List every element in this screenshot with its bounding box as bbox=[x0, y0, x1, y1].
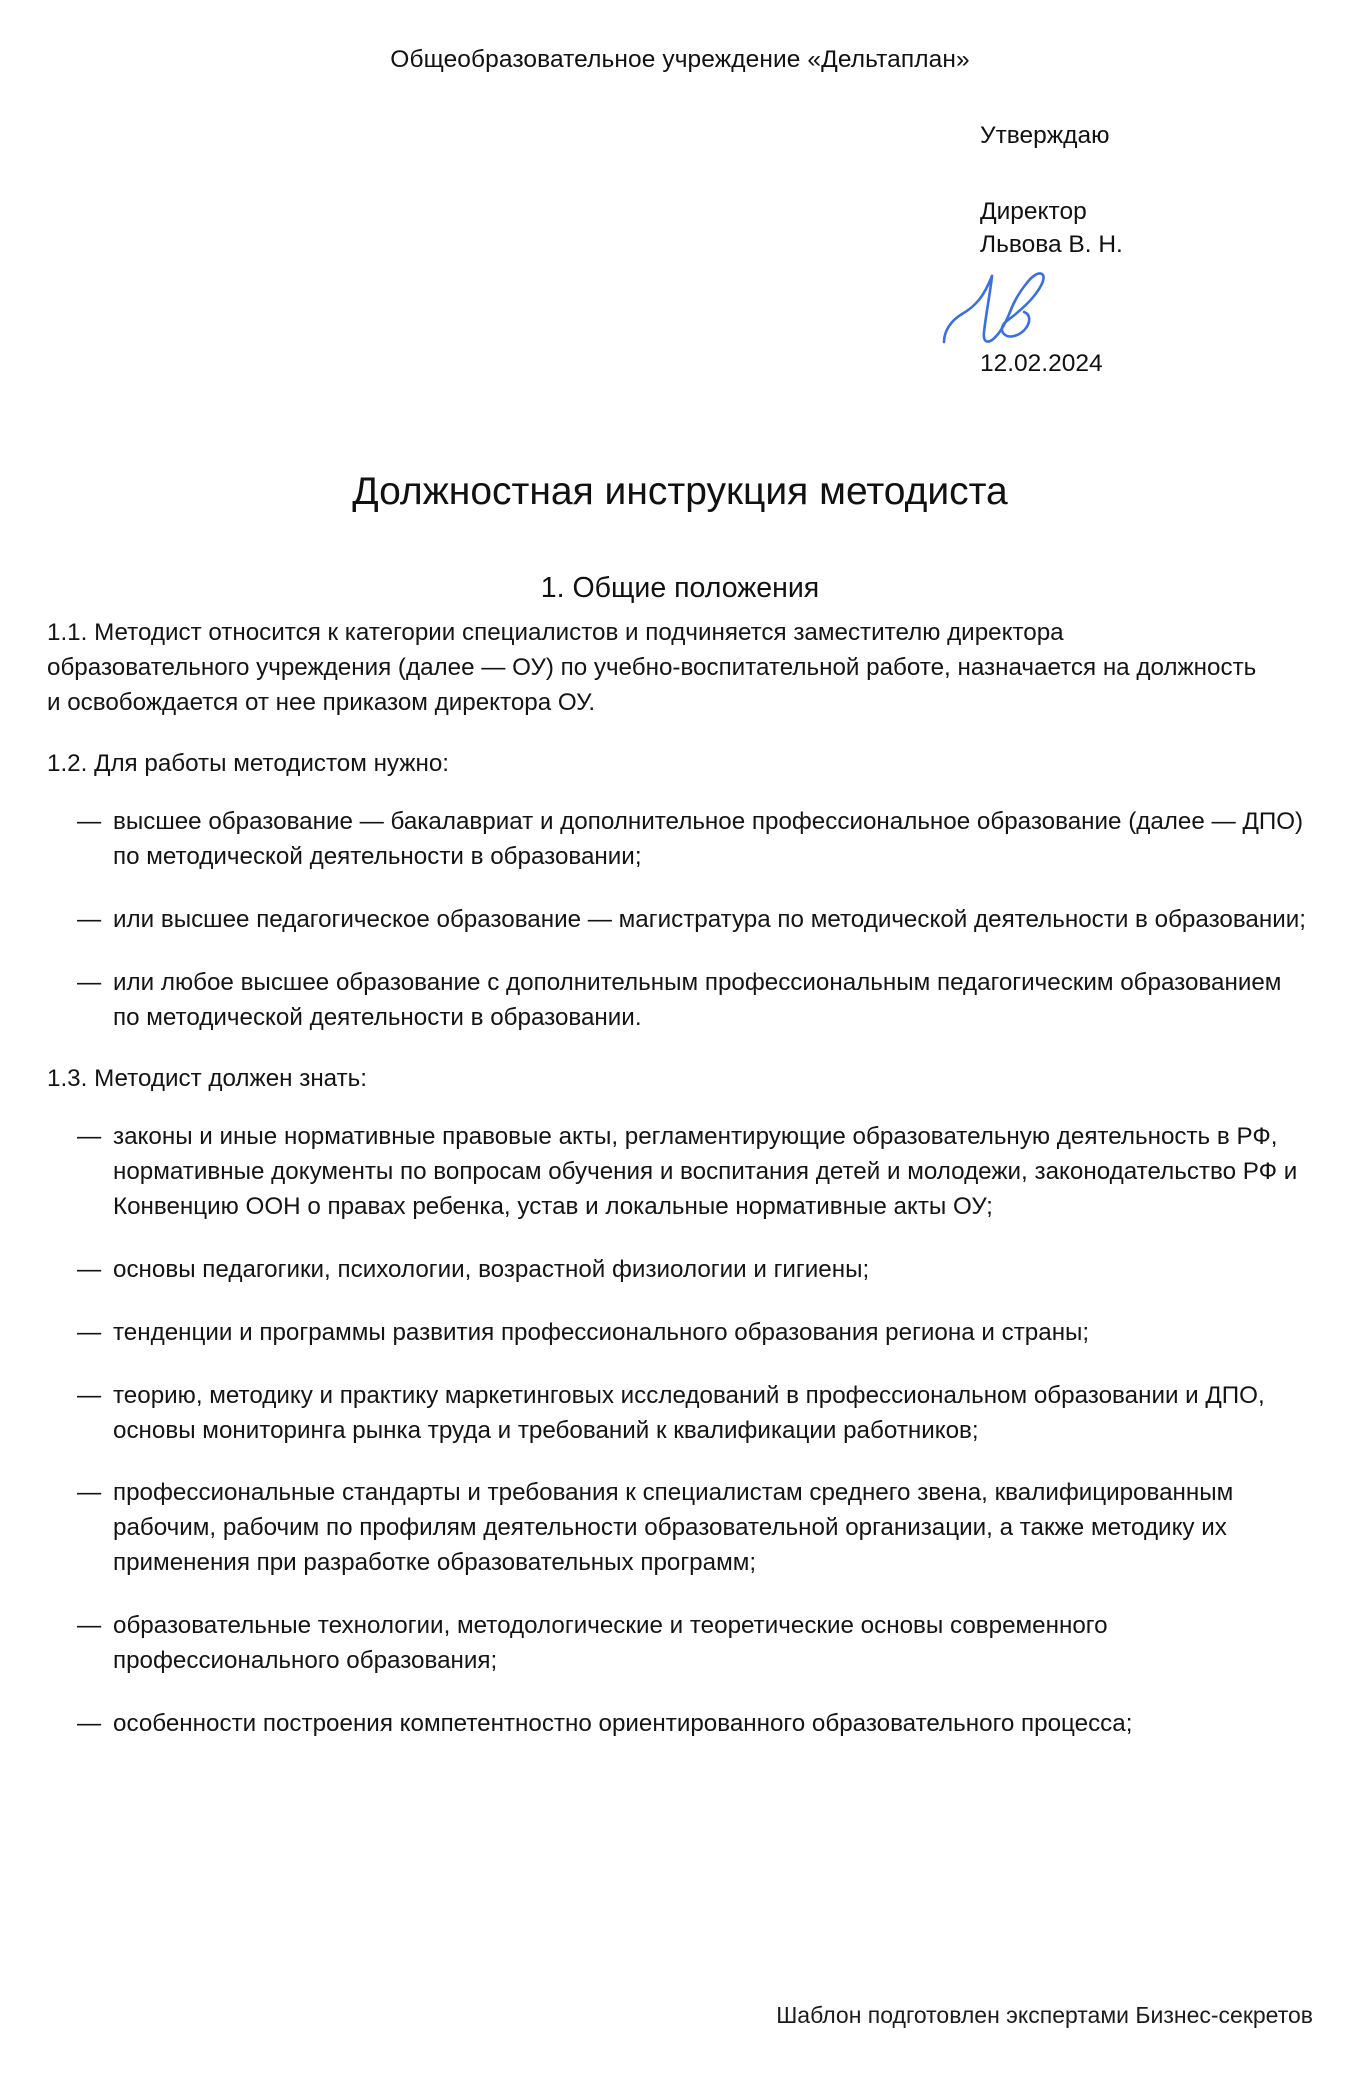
list-item-text: основы педагогики, психологии, возрастной физиологии и гигиены; bbox=[113, 1255, 870, 1283]
clause-1-1: 1.1. Методист относится к категории специалистов и подчиняется заместителю директора образовательного учреждения (далее — ОУ) по учебно-воспитательной работе, назначается на должность и освобождается от нее приказом директора ОУ. bbox=[47, 619, 1257, 716]
clause-1-3-intro: 1.3. Методист должен знать: bbox=[47, 1064, 367, 1092]
dash-marker-icon: — bbox=[77, 968, 102, 996]
list-item bbox=[47, 1476, 1313, 1581]
list-item-text: образовательные технологии, методологические и теоретические основы современного профессионального образования; bbox=[113, 1611, 1108, 1674]
list-item bbox=[47, 1707, 1313, 1742]
clause-1-2-intro: 1.2. Для работы методистом нужно: bbox=[47, 749, 449, 777]
dash-marker-icon: — bbox=[77, 1709, 102, 1737]
list-item bbox=[47, 1253, 1313, 1288]
approval-block bbox=[980, 120, 1310, 261]
director-role-label: Директор bbox=[980, 198, 1087, 226]
dash-marker-icon: — bbox=[77, 1381, 102, 1409]
footer-note: Шаблон подготовлен экспертами Бизнес-секретов bbox=[776, 2002, 1313, 2029]
clause-1-2-list bbox=[47, 805, 1313, 1035]
list-item bbox=[47, 805, 1313, 875]
list-item-text: законы и иные нормативные правовые акты, регламентирующие образовательную деятельность в РФ, нормативные документы по вопросам обучения и воспитания детей и молодежи, законодательство РФ и Конвенцию ООН о правах ребенка, устав и локальные нормативные акты ОУ; bbox=[113, 1123, 1298, 1221]
dash-marker-icon: — bbox=[77, 808, 102, 836]
list-item bbox=[47, 1120, 1313, 1225]
dash-marker-icon: — bbox=[77, 1318, 102, 1346]
list-item bbox=[47, 1379, 1313, 1449]
signature-date: 12.02.2024 bbox=[980, 350, 1103, 377]
list-item-text: особенности построения компетентностно ориентированного образовательного процесса; bbox=[113, 1709, 1133, 1737]
list-item-text: высшее образование — бакалавриат и дополнительное профессиональное образование (далее — ДПО) по методической деятельности в образовании; bbox=[113, 808, 1304, 871]
list-item-text: или высшее педагогическое образование — магистратура по методической деятельности в образовании; bbox=[113, 906, 1306, 934]
approval-label: Утверждаю bbox=[980, 122, 1110, 149]
organization-header: Общеобразовательное учреждение «Дельтаплан» bbox=[390, 46, 970, 73]
list-item-text: профессиональные стандарты и требования к специалистам среднего звена, квалифицированным рабочим, рабочим по профилям деятельности образовательной организации, а также методику их применения при разработке образовательных программ; bbox=[113, 1479, 1234, 1577]
dash-marker-icon: — bbox=[77, 1255, 102, 1283]
director-name-label: Львова В. Н. bbox=[980, 230, 1123, 258]
section-heading: 1. Общие положения bbox=[540, 571, 820, 604]
list-item bbox=[47, 1316, 1313, 1351]
list-item-text: теорию, методику и практику маркетинговых исследований в профессиональном образовании и ДПО, основы мониторинга рынка труда и требований к квалификации работников; bbox=[113, 1381, 1265, 1444]
dash-marker-icon: — bbox=[77, 1611, 102, 1639]
dash-marker-icon: — bbox=[77, 906, 102, 934]
dash-marker-icon: — bbox=[77, 1123, 102, 1151]
page-title: Должностная инструкция методиста bbox=[352, 470, 1008, 514]
list-item bbox=[47, 903, 1313, 938]
list-item-text: или любое высшее образование с дополнительным профессиональным педагогическим образованием по методической деятельности в образовании. bbox=[113, 968, 1282, 1031]
signature-icon bbox=[940, 268, 1080, 358]
document-body bbox=[47, 616, 1313, 1767]
dash-marker-icon: — bbox=[77, 1479, 102, 1507]
clause-1-3-list bbox=[47, 1120, 1313, 1741]
list-item bbox=[47, 1609, 1313, 1679]
list-item-text: тенденции и программы развития профессионального образования региона и страны; bbox=[113, 1318, 1090, 1346]
list-item bbox=[47, 966, 1313, 1036]
